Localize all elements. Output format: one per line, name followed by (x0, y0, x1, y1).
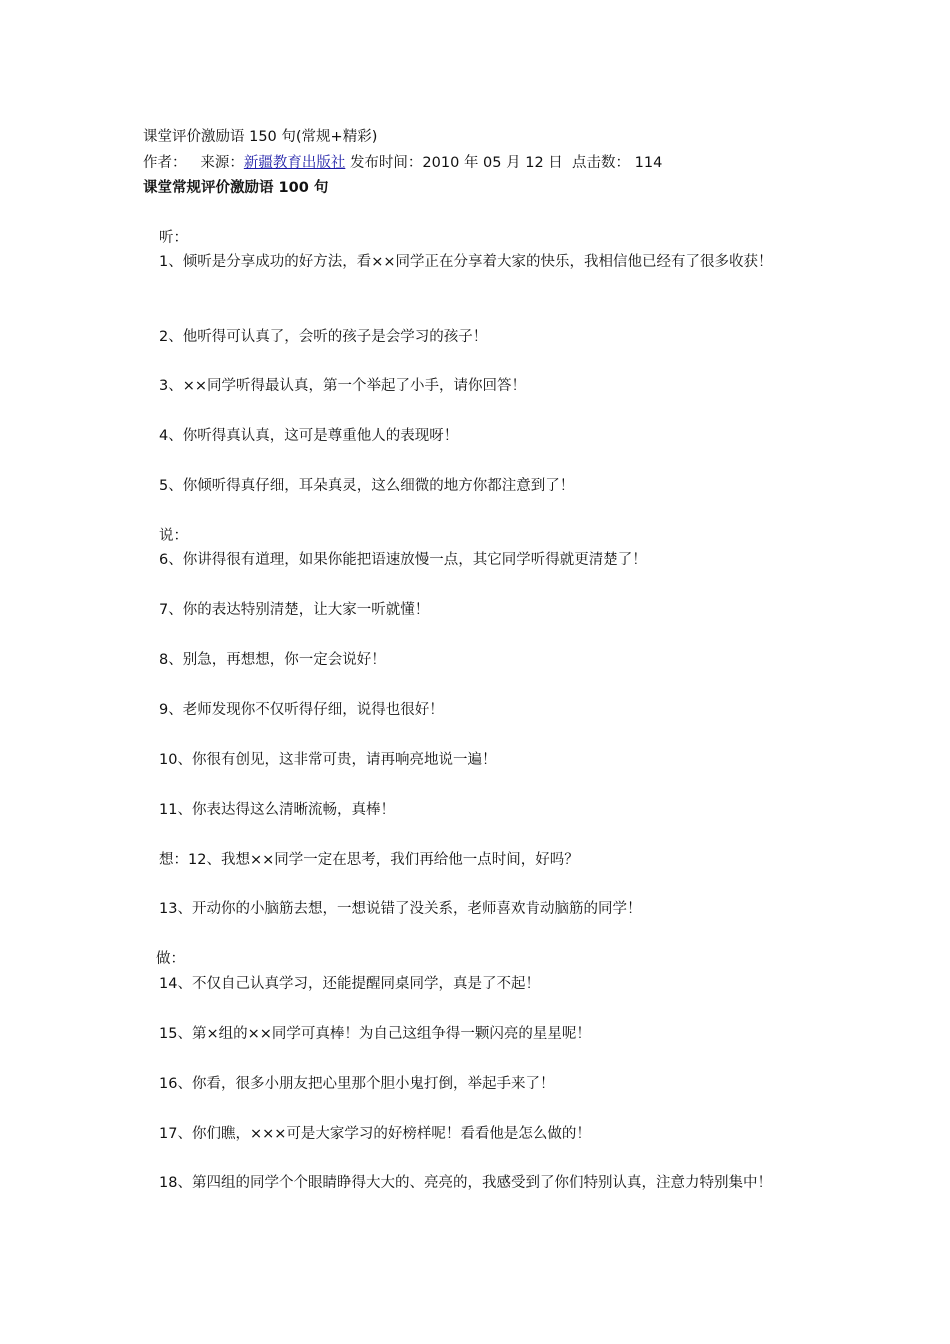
article-title: 课堂评价激励语 150 句(常规+精彩) (143, 129, 378, 145)
list-item-11: 11、你表达得这么清晰流畅，真棒！ (159, 802, 395, 818)
list-item-14: 14、不仅自己认真学习，还能提醒同桌同学，真是了不起！ (159, 976, 540, 992)
list-item-16: 16、你看，很多小朋友把心里那个胆小鬼打倒，举起手来了！ (159, 1076, 555, 1092)
heading-do: 做： (156, 951, 185, 967)
article-meta (143, 153, 662, 173)
meta-source-label: 来源： (200, 155, 244, 171)
list-item-7: 7、你的表达特别清楚，让大家一听就懂！ (159, 602, 430, 618)
meta-date: 发布时间：2010 年 05 月 12 日 (349, 155, 563, 171)
list-item-9: 9、老师发现你不仅听得仔细，说得也很好！ (159, 702, 444, 718)
list-item-1: 1、倾听是分享成功的好方法，看××同学正在分享着大家的快乐，我相信他已经有了很多收获！ (159, 254, 773, 270)
meta-source-link[interactable]: 新疆教育出版社 (243, 155, 346, 171)
meta-clicks: 点击数： 114 (572, 155, 663, 171)
list-item-13: 13、开动你的小脑筋去想，一想说错了没关系，老师喜欢肯动脑筋的同学！ (159, 901, 642, 917)
list-item-15: 15、第×组的××同学可真棒！为自己这组争得一颗闪亮的星星呢！ (159, 1026, 591, 1042)
heading-speak: 说： (159, 528, 188, 544)
list-item-17: 17、你们瞧，×××可是大家学习的好榜样呢！看看他是怎么做的！ (159, 1126, 591, 1142)
list-item-5: 5、你倾听得真仔细，耳朵真灵，这么细微的地方你都注意到了！ (159, 478, 575, 494)
list-item-2: 2、他听得可认真了，会听的孩子是会学习的孩子！ (159, 329, 488, 345)
section-title: 课堂常规评价激励语 100 句 (143, 180, 329, 196)
list-item-8: 8、别急，再想想，你一定会说好！ (159, 652, 386, 668)
list-item-10: 10、你很有创见，这非常可贵，请再响亮地说一遍！ (159, 752, 497, 768)
meta-author-label: 作者： (143, 155, 187, 171)
heading-listen: 听： (159, 230, 188, 246)
list-item-6: 6、你讲得很有道理，如果你能把语速放慢一点，其它同学听得就更清楚了！ (159, 552, 647, 568)
list-item-18: 18、第四组的同学个个眼睛睁得大大的、亮亮的，我感受到了你们特别认真，注意力特别集中！ (159, 1175, 772, 1191)
list-item-4: 4、你听得真认真，这可是尊重他人的表现呀！ (159, 428, 459, 444)
list-item-3: 3、××同学听得最认真，第一个举起了小手，请你回答！ (159, 378, 527, 394)
list-item-12: 想：12、我想××同学一定在思考，我们再给他一点时间，好吗？ (159, 852, 579, 868)
